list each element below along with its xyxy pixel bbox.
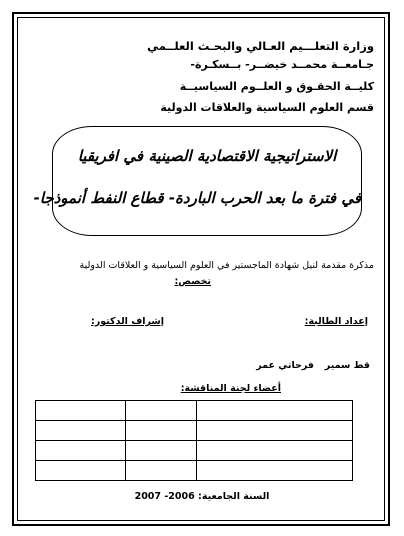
- table-cell: [196, 441, 352, 461]
- supervisor-name: فرحاتي عمر: [256, 360, 314, 371]
- table-cell: [126, 401, 197, 421]
- table-cell: [196, 421, 352, 441]
- table-cell: [36, 401, 126, 421]
- thesis-title-line-2: في فترة ما بعد الحرب الباردة- قطاع النفط أنموذجا-: [33, 189, 361, 207]
- memo-description: مذكرة مقدمة لنيل شهادة الماجستير في العلوم السياسية و العلاقات الدولية: [79, 260, 374, 271]
- jury-label: أعضاء لجنة المناقشة:: [180, 383, 281, 394]
- table-cell: [36, 421, 126, 441]
- university-name: جـامعــة محمــد خيضــر- بــسكـرة-: [190, 58, 374, 71]
- ministry-name: وزارة التعلـــيم العـالي والبحـث العلــمي: [147, 39, 374, 53]
- thesis-title-box: [33, 126, 362, 236]
- supervisor-label: إشراف الدكتور:: [90, 316, 164, 327]
- table-cell: [196, 461, 352, 481]
- jury-table: [35, 400, 353, 481]
- table-cell: [36, 441, 126, 461]
- table-row: [36, 401, 353, 421]
- thesis-title-line-1: الاستراتيجية الاقتصادية الصينية في افريقيا: [77, 147, 337, 165]
- academic-year: السنة الجامعية: 2006- 2007: [134, 491, 270, 502]
- table-row: [36, 441, 353, 461]
- table-row: [36, 421, 353, 441]
- table-cell: [126, 421, 197, 441]
- student-label: إعداد الطالبة:: [304, 316, 368, 327]
- table-cell: [36, 461, 126, 481]
- specialty-label: تخصص:: [174, 276, 211, 287]
- table-cell: [196, 401, 352, 421]
- table-cell: [126, 441, 197, 461]
- faculty-name: كليــة الحقـوق و العلــوم السياسيــة: [179, 80, 374, 93]
- student-name: قط سمير: [324, 360, 370, 371]
- table-row: [36, 461, 353, 481]
- table-cell: [126, 461, 197, 481]
- department-name: قسم العلوم السياسية والعلاقات الدولية: [160, 101, 374, 114]
